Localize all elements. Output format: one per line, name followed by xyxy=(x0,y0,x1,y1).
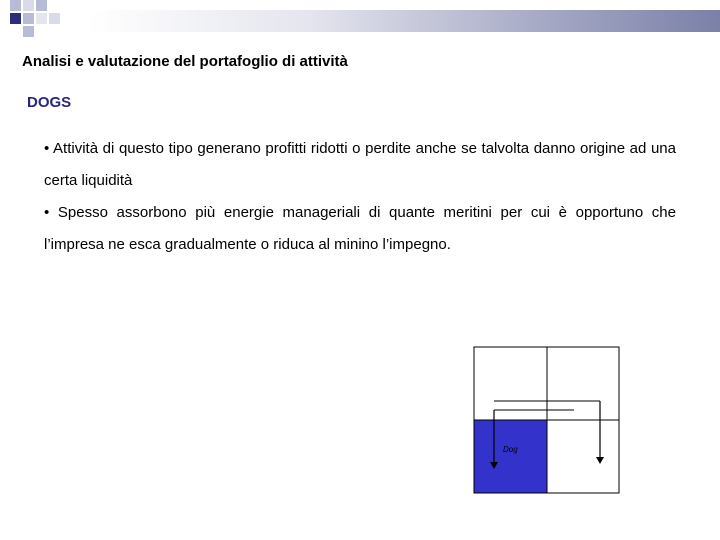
bullet-item: • Attività di questo tipo generano profitti ridotti o perdite anche se talvolta danno origine ad una certa liquidità xyxy=(44,140,676,189)
bullet-list xyxy=(44,133,676,261)
header-gradient-bar xyxy=(88,10,720,32)
bullet-item: • Spesso assorbono più energie manageriali di quante meritini per cui è opportuno che l’impresa ne esca gradualmente o riduca al minino l’impegno. xyxy=(44,204,676,253)
bcg-matrix xyxy=(472,346,622,496)
corner-decoration xyxy=(0,0,90,45)
slide-subtitle: DOGS xyxy=(27,94,72,111)
slide-title: Analisi e valutazione del portafoglio di attività xyxy=(22,53,348,70)
arrow-head-right xyxy=(596,457,604,464)
dog-label: Dog xyxy=(503,445,518,454)
dog-quadrant xyxy=(474,420,547,493)
